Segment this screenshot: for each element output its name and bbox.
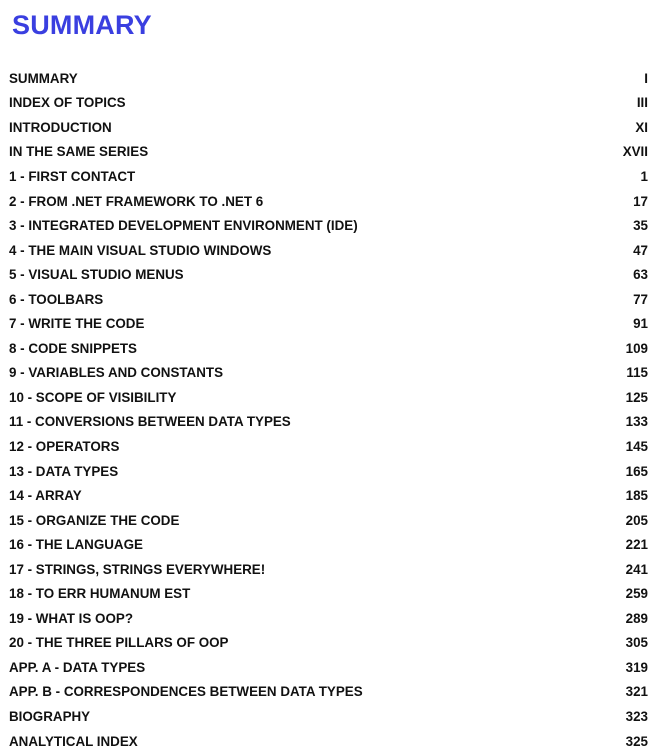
toc-entry	[9, 704, 648, 729]
toc-entry	[9, 91, 648, 116]
toc-entry-page-number: 17	[633, 193, 648, 209]
toc-entry	[9, 532, 648, 557]
toc-entry	[9, 606, 648, 631]
toc-entry	[9, 262, 648, 287]
toc-entry-label: 7 - WRITE THE CODE	[9, 316, 145, 332]
toc-entry	[9, 631, 648, 656]
toc-entry-label: 10 - SCOPE OF VISIBILITY	[9, 389, 177, 405]
toc-entry-page-number: 325	[625, 733, 648, 749]
toc-entry-page-number: 221	[625, 537, 648, 553]
toc-entry-label: ANALYTICAL INDEX	[9, 733, 138, 749]
toc-entry-label: SUMMARY	[9, 70, 78, 86]
toc-entry-label: 19 - WHAT IS OOP?	[9, 610, 133, 626]
toc-entry	[9, 410, 648, 435]
toc-entry	[9, 508, 648, 533]
toc-entry-label: BIOGRAPHY	[9, 708, 91, 724]
toc-entry	[9, 434, 648, 459]
toc-entry-label: 1 - FIRST CONTACT	[9, 168, 136, 184]
toc-entry	[9, 361, 648, 386]
toc-entry-page-number: 115	[626, 365, 648, 381]
toc-entry-page-number: 63	[633, 267, 648, 283]
toc-entry-page-number: 323	[625, 708, 648, 724]
toc-entry-label: 9 - VARIABLES AND CONSTANTS	[9, 365, 224, 381]
toc-entry	[9, 581, 648, 606]
page-title: SUMMARY	[12, 10, 152, 40]
toc-entry	[9, 238, 648, 263]
toc-entry-page-number: 321	[625, 684, 648, 700]
toc-entry-label: 6 - TOOLBARS	[9, 291, 104, 307]
toc-entry	[9, 164, 648, 189]
toc-entry-label: 16 - THE LANGUAGE	[9, 537, 143, 553]
toc-entry-page-number: 35	[633, 218, 648, 234]
toc-entry	[9, 483, 648, 508]
toc-entry-label: 5 - VISUAL STUDIO MENUS	[9, 267, 184, 283]
toc-entry	[9, 66, 648, 91]
toc-entry-page-number: 289	[625, 610, 648, 626]
toc-entry-label: 11 - CONVERSIONS BETWEEN DATA TYPES	[9, 414, 291, 430]
toc-entry-page-number: 319	[625, 659, 648, 675]
toc-entry	[9, 287, 648, 312]
toc-entry-page-number: 109	[625, 340, 648, 356]
toc-entry	[9, 311, 648, 336]
toc-entry	[9, 459, 648, 484]
toc-entry-label: 13 - DATA TYPES	[9, 463, 119, 479]
toc-entry	[9, 557, 648, 582]
toc-entry-page-number: 77	[633, 291, 648, 307]
toc-entry-label: 8 - CODE SNIPPETS	[9, 340, 137, 356]
toc-entry-page-number: 47	[633, 242, 648, 258]
toc-entry	[9, 189, 648, 214]
toc-entry	[9, 213, 648, 238]
toc-entry-label: 18 - TO ERR HUMANUM EST	[9, 586, 191, 602]
toc-entry-label: 14 - ARRAY	[9, 488, 82, 504]
toc-entry-page-number: 205	[625, 512, 648, 528]
toc-entry-page-number: 259	[625, 586, 648, 602]
toc-entry-page-number: XVII	[622, 144, 648, 160]
toc-entry-page-number: 305	[625, 635, 648, 651]
toc-entry-page-number: 241	[625, 561, 648, 577]
toc-entry-page-number: 133	[625, 414, 648, 430]
toc-entry-label: 12 - OPERATORS	[9, 438, 120, 454]
toc-entry-page-number: 91	[633, 316, 648, 332]
toc-entry-label: 2 - FROM .NET FRAMEWORK TO .NET 6	[9, 193, 264, 209]
toc-entry-label: APP. A - DATA TYPES	[9, 659, 146, 675]
toc-entry-label: 3 - INTEGRATED DEVELOPMENT ENVIRONMENT (IDE)	[9, 218, 358, 234]
toc-entry	[9, 336, 648, 361]
toc-entry-page-number: I	[644, 70, 648, 86]
toc-entry-label: IN THE SAME SERIES	[9, 144, 149, 160]
toc-entry-label: 17 - STRINGS, STRINGS EVERYWHERE!	[9, 561, 266, 577]
toc-entry-label: APP. B - CORRESPONDENCES BETWEEN DATA TYPES	[9, 684, 363, 700]
toc-entry-page-number: III	[636, 95, 648, 111]
toc-entry-label: INDEX OF TOPICS	[9, 95, 126, 111]
table-of-contents	[9, 66, 648, 753]
toc-entry-page-number: 1	[640, 168, 648, 184]
toc-entry	[9, 115, 648, 140]
toc-entry-label: 20 - THE THREE PILLARS OF OOP	[9, 635, 229, 651]
toc-entry-label: 4 - THE MAIN VISUAL STUDIO WINDOWS	[9, 242, 272, 258]
toc-entry	[9, 680, 648, 705]
toc-entry-label: INTRODUCTION	[9, 119, 112, 135]
toc-entry-page-number: 165	[625, 463, 648, 479]
toc-entry	[9, 655, 648, 680]
toc-entry	[9, 729, 648, 753]
toc-entry	[9, 385, 648, 410]
toc-entry	[9, 140, 648, 165]
toc-entry-page-number: 145	[625, 438, 648, 454]
toc-entry-page-number: XI	[635, 119, 648, 135]
toc-entry-page-number: 125	[625, 389, 648, 405]
toc-entry-label: 15 - ORGANIZE THE CODE	[9, 512, 180, 528]
toc-entry-page-number: 185	[625, 488, 648, 504]
